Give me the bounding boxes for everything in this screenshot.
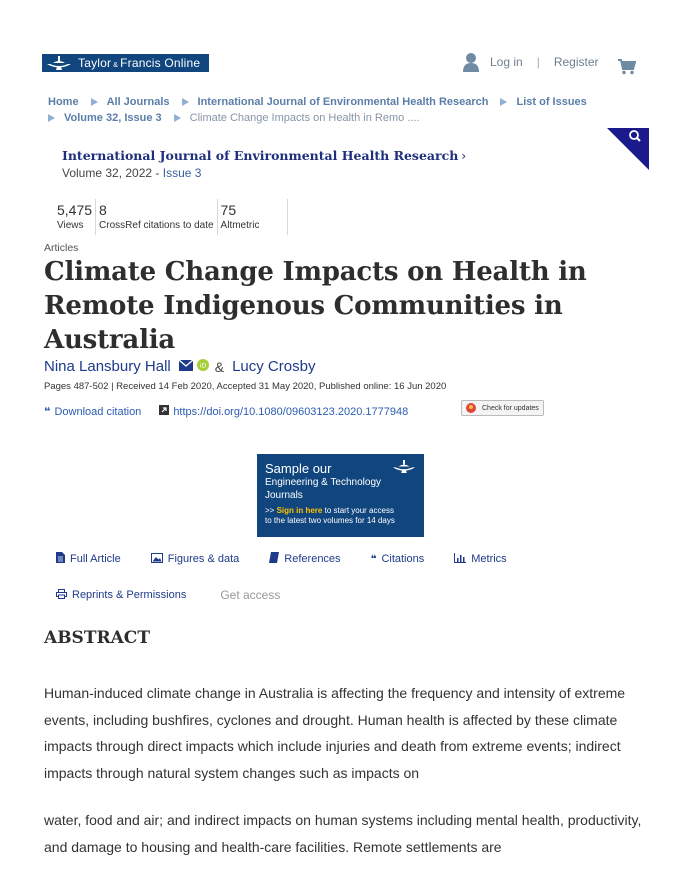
issue-link[interactable]: Issue 3 [162,166,202,180]
orcid-icon[interactable] [197,358,209,375]
author-separator: & [214,358,225,375]
issue-line: Volume 32, 2022 - Issue 3 [62,166,202,180]
image-icon [151,553,163,566]
book-icon [269,552,279,566]
ad-banner[interactable] [257,454,424,537]
breadcrumb-list-of-issues[interactable]: List of Issues [516,96,587,108]
breadcrumb-journal[interactable]: International Journal of Environmental Health Research [197,96,489,108]
breadcrumb [48,94,648,126]
cart-icon[interactable] [618,59,636,80]
metric-views: 5,475 Views [54,199,96,235]
ad-line-2a: Engineering & Technology [265,477,382,488]
journal-title-link[interactable]: International Journal of Environmental Health Research › [62,148,467,163]
article-metrics [54,199,288,235]
ad-line-3: >> Sign in here to start your access [265,506,394,515]
ad-line-2b: Journals [265,490,303,501]
login-link[interactable]: Log in [490,55,523,69]
tandf-logo[interactable] [42,54,209,72]
breadcrumb-arrow-icon [500,98,507,106]
breadcrumb-arrow-icon [48,114,55,122]
ad-line-4: to the latest two volumes for 14 days [265,516,395,525]
document-icon [56,552,65,566]
register-link[interactable]: Register [553,55,599,69]
check-for-updates-button[interactable]: Check for updates [461,400,544,416]
citation-row [44,405,408,418]
search-toggle[interactable] [607,128,649,170]
article-tabs [56,552,537,566]
tab-citations[interactable]: ❝ Citations [370,553,425,565]
tab-metrics[interactable]: Metrics [454,552,506,566]
author-lucy-crosby[interactable]: Lucy Crosby [232,358,316,375]
chevron-right-icon: › [461,148,467,163]
abstract-body [44,680,644,880]
tab-full-article[interactable]: Full Article [56,552,121,566]
abstract-paragraph-2: water, food and air; and indirect impacts on human systems including mental health, productivity, and damage to housing and health-care facilities. Remote settlements are [44,812,642,855]
tab-figures-data[interactable]: Figures & data [151,552,240,566]
print-icon [56,589,67,602]
doi-link[interactable]: https://doi.org/10.1080/09603123.2020.1777948 [159,405,408,418]
bar-chart-icon [454,553,466,566]
external-link-icon [159,405,169,418]
metric-altmetric[interactable]: 75 Altmetric [218,199,289,235]
breadcrumb-all-journals[interactable]: All Journals [106,96,170,108]
user-icon [462,52,480,72]
svg-text:iD: iD [199,361,207,370]
lamp-logo-icon [42,54,76,72]
metric-crossref[interactable]: 8 CrossRef citations to date [96,199,218,235]
authors [44,358,315,375]
lamp-logo-icon [390,459,418,479]
breadcrumb-arrow-icon [174,114,181,122]
article-title: Climate Change Impacts on Health in Remote Indigenous Communities in Australia [44,257,587,355]
abstract-paragraph-1: Human-induced climate change in Australia is affecting the frequency and intensity of extreme events, including bushfires, cyclones and drought. Human health is affected by these climate impacts through direct impacts which include injuries and death from extreme events; indirect impacts through natural system changes such as impacts on [44,685,626,781]
breadcrumb-arrow-icon [91,98,98,106]
abstract-heading: ABSTRACT [44,628,150,648]
breadcrumb-home[interactable]: Home [48,96,79,108]
crossmark-icon [466,403,476,413]
tab-reprints-permissions[interactable]: Reprints & Permissions [56,589,186,602]
breadcrumb-current: Climate Change Impacts on Health in Remo .... [189,112,420,124]
publication-info: Pages 487-502 | Received 14 Feb 2020, Accepted 31 May 2020, Published online: 16 Jun 2020 [44,381,447,392]
quote-icon: ❝ [44,406,51,418]
get-access-button[interactable]: Get access [220,588,281,602]
ad-line-1: Sample our [265,461,332,476]
logo-text: Taylor & Francis Online [78,56,201,70]
account-links [462,52,599,72]
account-separator: | [536,55,540,69]
article-category: Articles [44,242,79,254]
breadcrumb-arrow-icon [182,98,189,106]
ad-sign-in-link[interactable]: Sign in here [276,506,323,515]
tab-references[interactable]: References [269,552,340,566]
author-nina-lansbury-hall[interactable]: Nina Lansbury Hall [44,358,171,375]
download-citation-link[interactable]: ❝ Download citation [44,405,142,418]
article-tabs-row-2 [56,588,280,602]
envelope-icon[interactable] [179,358,193,375]
breadcrumb-issue[interactable]: Volume 32, Issue 3 [64,112,162,124]
quote-icon: ❝ [370,553,377,565]
